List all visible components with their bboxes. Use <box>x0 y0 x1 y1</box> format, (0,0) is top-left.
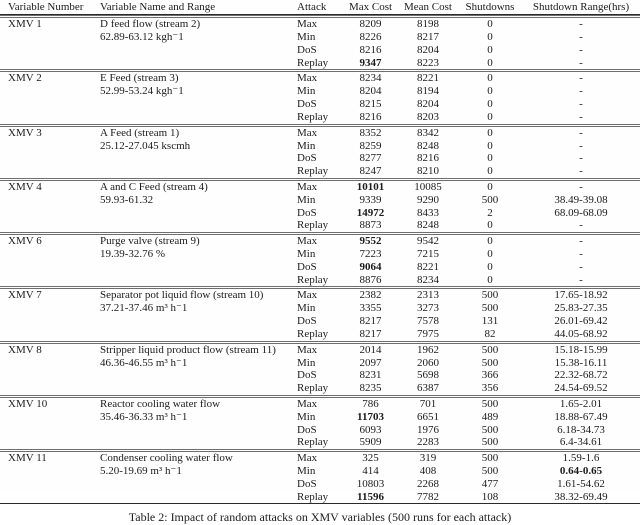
cell-mean-cost: 408 <box>419 465 437 477</box>
cell-variable-name <box>100 111 295 124</box>
cell-mean-cost: 8433 <box>417 206 439 219</box>
cell-attack: Replay <box>297 273 329 286</box>
cell-variable-range: 62.89-63.12 kgh⁻1 <box>100 31 184 43</box>
cell-variable-number: XMV 8 <box>0 341 100 357</box>
cell-shutdowns: 82 <box>484 327 496 340</box>
cell-max-cost: 8235 <box>359 382 382 394</box>
cell-shutdown-range: - <box>522 232 640 248</box>
cell-shutdowns: 500 <box>481 193 499 206</box>
cell-variable-name: D feed flow (stream 2) <box>100 15 295 31</box>
cell-variable-name <box>100 44 295 57</box>
cell-max-cost: 8217 <box>359 315 382 327</box>
cell-variable-name <box>100 261 295 274</box>
cell-max-cost: 14972 <box>356 206 385 219</box>
cell-shutdown-range: - <box>579 139 583 152</box>
cell-attack: DoS <box>297 260 317 273</box>
cell-attack: Max <box>295 395 343 411</box>
cell-max-cost: 8352 <box>343 124 398 140</box>
cell-shutdowns: 0 <box>487 248 493 260</box>
cell-shutdown-range: 18.88-67.49 <box>554 410 608 423</box>
cell-variable-range: 19.39-32.76 % <box>100 248 166 260</box>
cell-attack: DoS <box>297 98 317 110</box>
cell-shutdowns: 0 <box>487 43 493 56</box>
cell-shutdowns: 0 <box>487 273 493 286</box>
cell-attack: Min <box>297 465 316 477</box>
cell-variable-number <box>0 152 100 165</box>
cell-variable-name: E Feed (stream 3) <box>100 69 295 85</box>
cell-attack: DoS <box>297 477 317 490</box>
cell-attack: Min <box>297 302 316 315</box>
cell-shutdowns: 366 <box>481 369 499 382</box>
cell-shutdowns: 500 <box>458 449 522 465</box>
cell-max-cost: 11596 <box>357 490 384 503</box>
cell-max-cost: 2382 <box>343 286 398 302</box>
cell-shutdown-range: - <box>522 124 640 140</box>
cell-variable-name <box>100 328 295 341</box>
table-bottom-rule <box>0 503 640 504</box>
cell-variable-number: XMV 11 <box>0 449 100 465</box>
cell-shutdowns: 0 <box>487 219 493 232</box>
cell-max-cost: 325 <box>343 449 398 465</box>
cell-variable-name: Purge valve (stream 9) <box>100 232 295 248</box>
cell-attack: Max <box>295 178 343 194</box>
cell-shutdowns: 489 <box>481 410 499 423</box>
cell-mean-cost: 10085 <box>398 178 458 194</box>
cell-mean-cost: 8234 <box>417 273 439 286</box>
paper-table-figure <box>0 1 640 525</box>
cell-shutdowns: 0 <box>487 139 493 152</box>
cell-variable-name: Separator pot liquid flow (stream 10) <box>100 286 295 302</box>
cell-variable-number <box>0 491 100 504</box>
cell-shutdown-range: - <box>579 85 583 98</box>
cell-shutdowns: 0 <box>487 98 493 110</box>
cell-shutdown-range: 26.01-69.42 <box>554 315 608 327</box>
cell-attack: DoS <box>297 423 317 436</box>
cell-max-cost: 9339 <box>359 193 382 206</box>
cell-variable-range: 25.12-27.045 kscmh <box>100 139 191 152</box>
cell-shutdown-range: 1.61-54.62 <box>557 477 605 490</box>
cell-attack: Replay <box>297 56 329 69</box>
cell-variable-name: Condenser cooling water flow <box>100 449 295 465</box>
cell-variable-number <box>0 194 100 207</box>
cell-max-cost: 7223 <box>359 248 382 260</box>
cell-variable-number <box>0 411 100 424</box>
cell-variable-name <box>100 219 295 232</box>
cell-shutdown-range: 6.4-34.61 <box>559 436 603 449</box>
cell-shutdown-range: - <box>522 178 640 194</box>
cell-mean-cost: 8204 <box>417 43 439 56</box>
cell-shutdown-range: 17.65-18.92 <box>522 286 640 302</box>
cell-attack: Max <box>295 449 343 465</box>
cell-mean-cost: 8221 <box>398 69 458 85</box>
cell-shutdown-range: - <box>579 219 583 232</box>
cell-mean-cost: 8223 <box>417 56 439 69</box>
cell-mean-cost: 8204 <box>417 98 439 110</box>
cell-variable-name <box>100 436 295 449</box>
cell-attack: Replay <box>297 327 329 340</box>
cell-variable-number <box>0 44 100 57</box>
cell-attack: DoS <box>297 152 317 165</box>
cell-shutdown-range: 38.49-39.08 <box>554 193 608 206</box>
column-header-shutdown-range: Shutdown Range(hrs) <box>522 1 640 15</box>
cell-variable-number <box>0 369 100 382</box>
cell-shutdowns: 0 <box>487 152 493 165</box>
cell-attack: Replay <box>297 436 329 449</box>
cell-shutdowns: 0 <box>487 260 493 273</box>
column-header-variable-name: Variable Name and Range <box>100 1 295 15</box>
cell-variable-number <box>0 261 100 274</box>
cell-max-cost: 9552 <box>343 232 398 248</box>
cell-max-cost: 10101 <box>343 178 398 194</box>
cell-mean-cost: 8248 <box>417 139 439 152</box>
cell-mean-cost: 8221 <box>417 260 439 273</box>
cell-shutdowns: 0 <box>487 165 493 177</box>
cell-shutdown-range: 22.32-68.72 <box>554 369 608 382</box>
cell-mean-cost: 8342 <box>398 124 458 140</box>
cell-shutdowns: 500 <box>481 356 499 369</box>
cell-attack: DoS <box>297 206 317 219</box>
cell-max-cost: 2014 <box>343 341 398 357</box>
cell-mean-cost: 8216 <box>417 152 439 165</box>
cell-variable-name <box>100 165 295 178</box>
cell-variable-number <box>0 274 100 287</box>
cell-shutdown-range: - <box>579 56 583 69</box>
cell-shutdowns: 0 <box>487 56 493 69</box>
cell-variable-number <box>0 248 100 261</box>
cell-variable-range: 37.21-37.46 m³ h⁻1 <box>100 302 188 315</box>
cell-max-cost: 8231 <box>359 369 382 382</box>
cell-shutdown-range: - <box>579 260 583 273</box>
cell-mean-cost: 1962 <box>398 341 458 357</box>
cell-shutdown-range: - <box>522 15 640 31</box>
cell-variable-number <box>0 382 100 395</box>
cell-variable-number: XMV 4 <box>0 178 100 194</box>
cell-mean-cost: 2060 <box>417 356 439 369</box>
cell-shutdowns: 0 <box>487 110 493 123</box>
cell-variable-name <box>100 382 295 395</box>
cell-max-cost: 8216 <box>359 43 382 56</box>
cell-variable-name: A and C Feed (stream 4) <box>100 178 295 194</box>
cell-mean-cost: 6387 <box>417 382 439 394</box>
cell-attack: Min <box>297 356 316 369</box>
cell-attack: Min <box>297 85 316 98</box>
cell-variable-number: XMV 3 <box>0 124 100 140</box>
cell-shutdown-range: - <box>579 43 583 56</box>
cell-shutdown-range: - <box>579 248 583 260</box>
cell-max-cost: 9347 <box>359 56 382 69</box>
cell-shutdowns: 0 <box>458 124 522 140</box>
cell-attack: Max <box>295 286 343 302</box>
cell-attack: Max <box>295 69 343 85</box>
cell-max-cost: 8873 <box>359 219 382 232</box>
cell-shutdowns: 0 <box>487 31 493 43</box>
cell-max-cost: 8209 <box>343 15 398 31</box>
cell-max-cost: 8247 <box>359 165 382 177</box>
cell-mean-cost: 3273 <box>417 302 439 315</box>
cell-attack: Min <box>297 193 316 206</box>
cell-attack: Max <box>295 15 343 31</box>
column-header-shutdowns: Shutdowns <box>458 1 522 15</box>
cell-mean-cost: 8203 <box>417 110 439 123</box>
cell-shutdown-range: 15.18-15.99 <box>522 341 640 357</box>
cell-shutdown-range: - <box>579 273 583 286</box>
cell-shutdown-range: - <box>522 69 640 85</box>
cell-attack: Min <box>297 410 316 423</box>
cell-attack: Replay <box>297 110 329 123</box>
cell-variable-number: XMV 10 <box>0 395 100 411</box>
cell-shutdowns: 0 <box>458 232 522 248</box>
cell-mean-cost: 5698 <box>417 369 439 382</box>
cell-mean-cost: 8217 <box>417 31 439 43</box>
cell-attack: Min <box>297 139 316 152</box>
cell-variable-number <box>0 140 100 153</box>
cell-mean-cost: 7782 <box>417 490 439 503</box>
cell-attack: Max <box>295 341 343 357</box>
cell-variable-number <box>0 111 100 124</box>
cell-shutdown-range: - <box>579 110 583 123</box>
cell-mean-cost: 2313 <box>398 286 458 302</box>
cell-variable-name <box>100 98 295 111</box>
cell-max-cost: 11703 <box>357 410 384 423</box>
cell-variable-number <box>0 98 100 111</box>
cell-shutdown-range: 24.54-69.52 <box>554 382 608 394</box>
cell-attack: Replay <box>297 382 329 394</box>
xmv-attacks-table <box>0 1 640 503</box>
cell-mean-cost: 8210 <box>417 165 439 177</box>
cell-mean-cost: 9542 <box>398 232 458 248</box>
cell-mean-cost: 2268 <box>417 477 439 490</box>
cell-mean-cost: 2283 <box>417 436 439 449</box>
cell-variable-range: 5.20-19.69 m³ h⁻1 <box>100 465 182 477</box>
cell-max-cost: 8217 <box>359 327 382 340</box>
cell-variable-number <box>0 436 100 449</box>
cell-shutdown-range: 68.09-68.09 <box>554 206 608 219</box>
cell-mean-cost: 7578 <box>417 315 439 327</box>
cell-variable-name: A Feed (stream 1) <box>100 124 295 140</box>
cell-mean-cost: 8198 <box>398 15 458 31</box>
cell-max-cost: 8259 <box>359 139 382 152</box>
cell-attack: Replay <box>297 490 329 503</box>
cell-shutdowns: 500 <box>481 423 499 436</box>
cell-variable-number <box>0 165 100 178</box>
cell-shutdowns: 0 <box>458 15 522 31</box>
cell-shutdowns: 500 <box>458 286 522 302</box>
cell-variable-name <box>100 315 295 328</box>
cell-attack: Max <box>295 232 343 248</box>
column-header-mean-cost: Mean Cost <box>398 1 458 15</box>
cell-variable-name <box>100 57 295 70</box>
cell-shutdowns: 500 <box>458 341 522 357</box>
cell-max-cost: 786 <box>343 395 398 411</box>
cell-variable-number: XMV 7 <box>0 286 100 302</box>
cell-max-cost: 10803 <box>356 477 385 490</box>
cell-shutdown-range: 0.64-0.65 <box>559 465 603 477</box>
cell-variable-name: Reactor cooling water flow <box>100 395 295 411</box>
cell-variable-name: Stripper liquid product flow (stream 11) <box>100 341 295 357</box>
cell-variable-number <box>0 31 100 44</box>
cell-shutdowns: 500 <box>458 395 522 411</box>
cell-variable-number: XMV 2 <box>0 69 100 85</box>
cell-mean-cost: 8248 <box>417 219 439 232</box>
column-header-attack: Attack <box>295 1 343 15</box>
cell-shutdowns: 500 <box>481 465 499 477</box>
cell-mean-cost: 701 <box>398 395 458 411</box>
cell-max-cost: 5909 <box>359 436 382 449</box>
cell-attack: Min <box>297 31 316 43</box>
cell-variable-name <box>100 207 295 220</box>
column-header-max-cost: Max Cost <box>343 1 398 15</box>
cell-variable-number <box>0 357 100 370</box>
cell-variable-number <box>0 478 100 491</box>
cell-variable-name <box>100 369 295 382</box>
column-header-variable-number: Variable Number <box>0 1 100 15</box>
cell-variable-range: 46.36-46.55 m³ h⁻1 <box>100 356 188 369</box>
cell-max-cost: 8234 <box>343 69 398 85</box>
cell-variable-range: 52.99-53.24 kgh⁻1 <box>100 85 184 98</box>
cell-variable-range: 35.46-36.33 m³ h⁻1 <box>100 410 188 423</box>
cell-max-cost: 9064 <box>359 260 382 273</box>
cell-shutdowns: 0 <box>458 69 522 85</box>
cell-shutdown-range: - <box>579 152 583 165</box>
cell-max-cost: 2097 <box>359 356 382 369</box>
cell-shutdown-range: 6.18-34.73 <box>557 423 605 436</box>
cell-shutdown-range: - <box>579 165 583 177</box>
cell-max-cost: 8204 <box>359 85 382 98</box>
cell-variable-name <box>100 478 295 491</box>
cell-shutdown-range: 38.32-69.49 <box>554 490 608 503</box>
cell-shutdown-range: - <box>579 31 583 43</box>
cell-variable-number <box>0 219 100 232</box>
cell-shutdown-range: 25.83-27.35 <box>554 302 608 315</box>
cell-shutdown-range: 1.65-2.01 <box>522 395 640 411</box>
cell-variable-number: XMV 6 <box>0 232 100 248</box>
cell-attack: Max <box>295 124 343 140</box>
cell-attack: Replay <box>297 219 329 232</box>
cell-variable-name <box>100 152 295 165</box>
cell-attack: Min <box>297 248 316 260</box>
cell-variable-number <box>0 57 100 70</box>
cell-shutdowns: 108 <box>481 490 499 503</box>
cell-mean-cost: 8194 <box>417 85 439 98</box>
cell-shutdown-range: 15.38-16.11 <box>554 356 608 369</box>
cell-shutdowns: 2 <box>487 206 493 219</box>
cell-variable-number <box>0 315 100 328</box>
cell-attack: Replay <box>297 165 329 177</box>
cell-variable-number <box>0 302 100 315</box>
cell-shutdowns: 356 <box>481 382 499 394</box>
cell-variable-name <box>100 274 295 287</box>
cell-attack: DoS <box>297 315 317 327</box>
cell-mean-cost: 9290 <box>417 193 439 206</box>
cell-mean-cost: 7215 <box>417 248 439 260</box>
cell-variable-number <box>0 328 100 341</box>
cell-mean-cost: 319 <box>398 449 458 465</box>
cell-variable-number <box>0 424 100 437</box>
cell-variable-number: XMV 1 <box>0 15 100 31</box>
cell-max-cost: 414 <box>362 465 379 477</box>
cell-attack: DoS <box>297 369 317 382</box>
cell-max-cost: 3355 <box>359 302 382 315</box>
cell-variable-name <box>100 491 295 504</box>
cell-shutdowns: 0 <box>487 85 493 98</box>
cell-shutdowns: 477 <box>481 477 499 490</box>
cell-variable-range: 59.93-61.32 <box>100 193 154 206</box>
cell-mean-cost: 1976 <box>417 423 439 436</box>
cell-max-cost: 8226 <box>359 31 382 43</box>
cell-variable-number <box>0 465 100 478</box>
cell-shutdown-range: 1.59-1.6 <box>522 449 640 465</box>
cell-max-cost: 8876 <box>359 273 382 286</box>
cell-shutdowns: 500 <box>481 436 499 449</box>
cell-variable-number <box>0 207 100 220</box>
cell-max-cost: 8216 <box>359 110 382 123</box>
cell-shutdowns: 500 <box>481 302 499 315</box>
cell-mean-cost: 6651 <box>417 410 439 423</box>
cell-shutdowns: 0 <box>458 178 522 194</box>
cell-attack: DoS <box>297 43 317 56</box>
cell-variable-number <box>0 85 100 98</box>
cell-variable-name <box>100 424 295 437</box>
table-caption: Table 2: Impact of random attacks on XMV variables (500 runs for each attack) <box>128 510 512 525</box>
cell-shutdown-range: 44.05-68.92 <box>554 327 608 340</box>
cell-shutdowns: 131 <box>481 315 499 327</box>
cell-max-cost: 6093 <box>359 423 382 436</box>
cell-mean-cost: 7975 <box>417 327 439 340</box>
cell-max-cost: 8215 <box>359 98 382 110</box>
cell-shutdown-range: - <box>579 98 583 110</box>
cell-max-cost: 8277 <box>359 152 382 165</box>
